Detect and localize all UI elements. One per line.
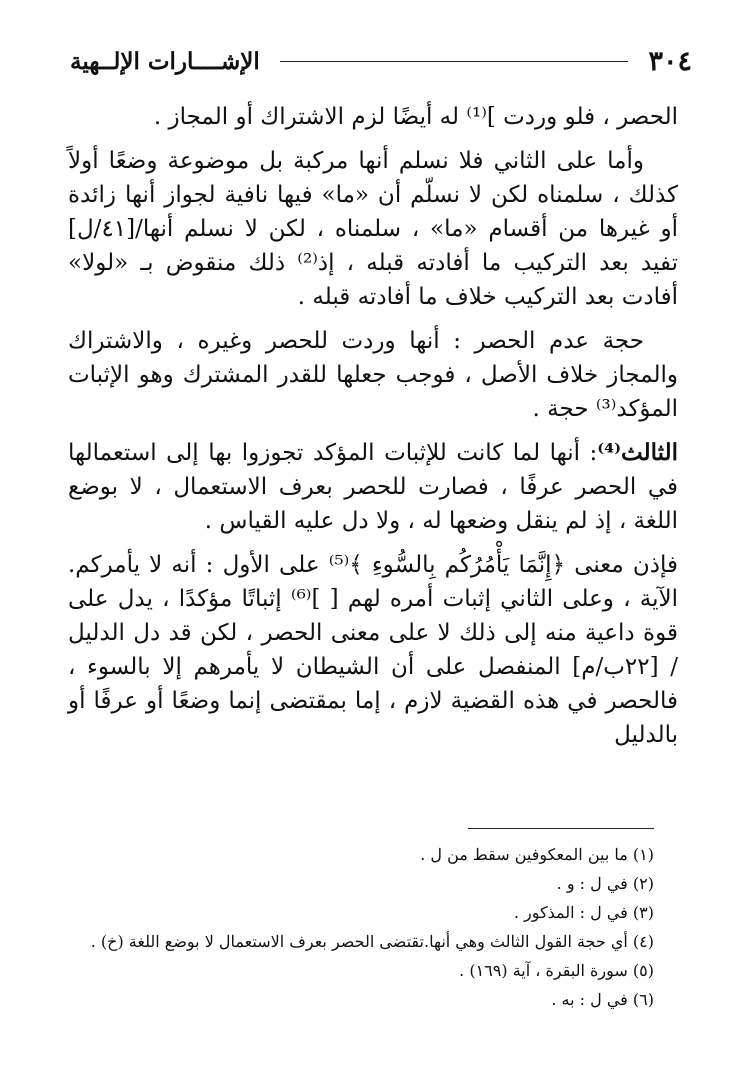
page-header <box>70 38 692 84</box>
paragraph-3: حجة عدم الحصر : أنها وردت للحصر وغيره ، والاشتراك والمجاز خلاف الأصل ، فوجب جعلها للقدر المشترك وهو الإثبات المؤكد⁽³⁾ حجة . <box>68 328 678 422</box>
paragraph-4 <box>68 436 678 538</box>
paragraph-4-text: : أنها لما كانت للإثبات المؤكد تجوزوا بها إلى استعمالها في الحصر عرفًا ، فصارت للحصر بعرف الاستعمال ، لا بوضع اللغة ، إذ لم ينقل وضعها له ، ولا دل عليه القياس . <box>68 440 678 534</box>
paragraph-5: فإذن معنى ﴿إِنَّمَا يَأْمُرُكُم بِالسُّوءِ ﴾⁽⁵⁾ على الأول : أنه لا يأمركم. الآية ، وعلى الثاني إثبات أمره لهم [ ]⁽⁶⁾ إثباتًا مؤكدًا ، يدل على قوة داعية منه إلى ذلك لا على معنى الحصر ، لكن قد دل الدليل / [٢٢ب/م] المنفصل على أن الشيطان لا يأمرهم إلا بالسوء ، فالحصر في هذه القضية لازم ، إما بمقتضى إنما وضعًا أو عرفًا أو بالدليل <box>68 552 679 748</box>
footnote-4: (٤) أي حجة القول الثالث وهي أنها.تقتضى الحصر بعرف الاستعمال لا بوضع اللغة (خ) . <box>90 932 654 951</box>
running-title: الإشــــارات الإلــهية <box>70 47 260 75</box>
footnote-3: (٣) في ل : المذكور . <box>513 903 654 922</box>
footnotes <box>60 840 654 1014</box>
main-text <box>68 100 678 820</box>
footnote-divider <box>468 828 654 829</box>
paragraph-1: الحصر ، فلو وردت ]⁽¹⁾ له أيضًا لزم الاشتراك أو المجاز . <box>153 104 678 130</box>
footnote-1: (١) ما بين المعكوفين سقط من ل . <box>420 845 654 864</box>
footnote-2: (٢) في ل : و . <box>556 874 654 893</box>
section-lead: الثالث⁽⁴⁾ <box>597 439 678 466</box>
page-number: ٣٠٤ <box>648 45 692 77</box>
footnote-6: (٦) في ل : به . <box>551 990 654 1009</box>
header-rule <box>280 61 629 62</box>
footnote-5: (٥) سورة البقرة ، آية (١٦٩) . <box>459 961 654 980</box>
paragraph-2: وأما على الثاني فلا نسلم أنها مركبة بل موضوعة وضعًا أولاً كذلك ، سلمناه لكن لا نسلّم أن «ما» فيها نافية لجواز أنها زائدة أو غيرها من أقسام «ما» ، سلمناه ، لكن لا نسلم أنها/[٤١/ل] تفيد بعد التركيب ما أفادته قبله ، إذ⁽²⁾ ذلك منقوض بـ «لولا» أفادت بعد التركيب خلاف ما أفادته قبله . <box>68 148 678 310</box>
